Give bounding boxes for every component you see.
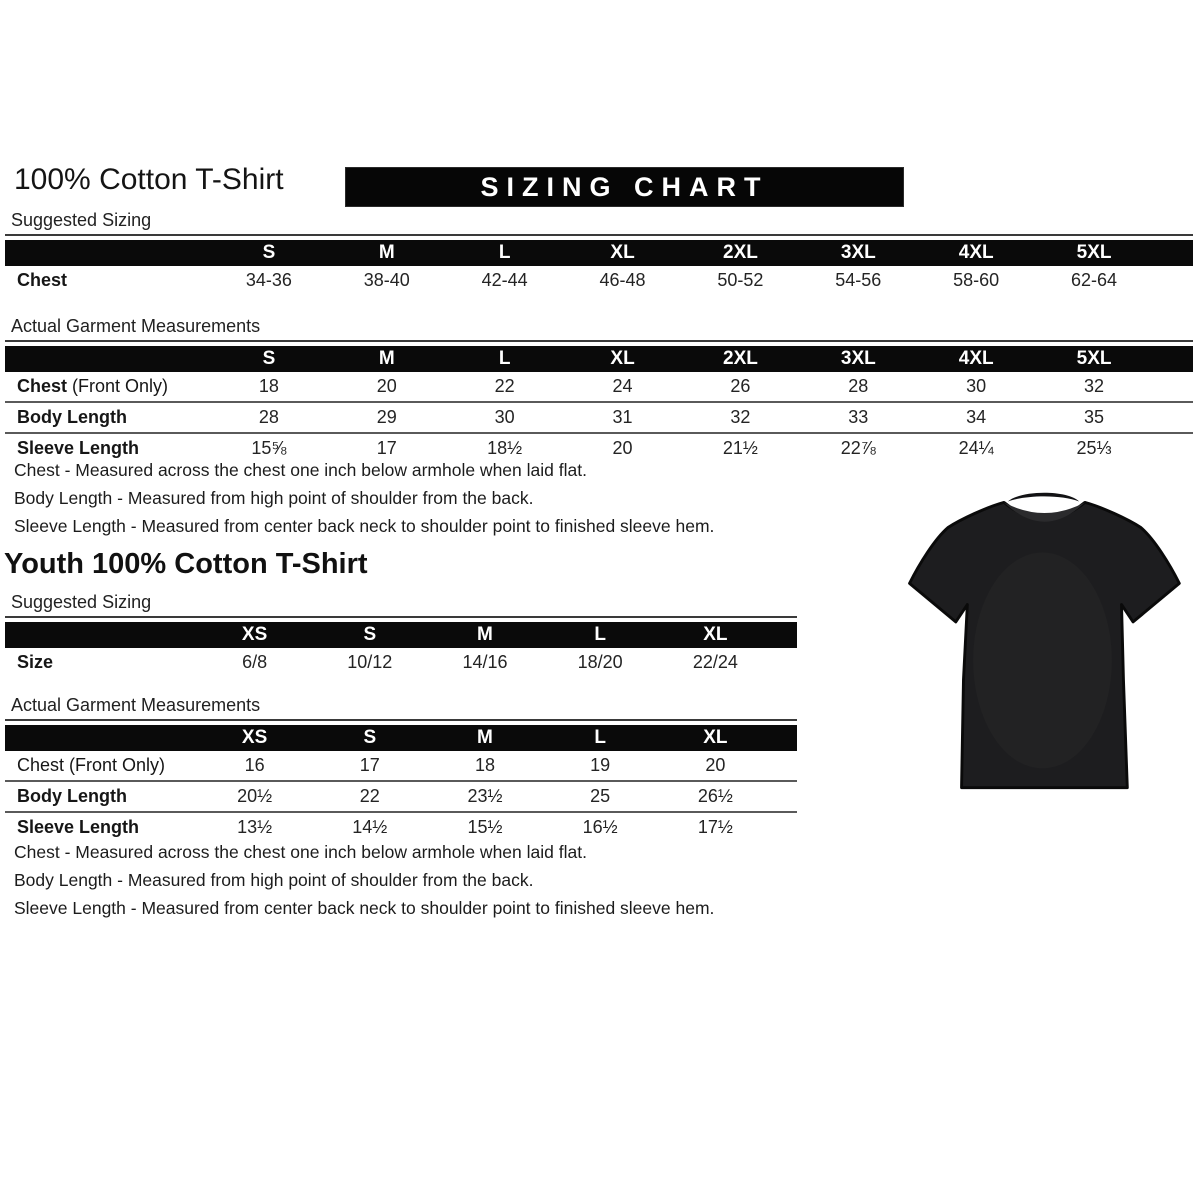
measurement-note: Body Length - Measured from high point of shoulder from the back.: [14, 870, 534, 890]
measurement-row: [5, 372, 1193, 402]
column-header-m: M: [427, 622, 542, 648]
row-label: Body Length: [17, 407, 127, 427]
measurement-note: Chest - Measured across the chest one inch below armhole when laid flat.: [14, 460, 587, 480]
measurement-value: 20½: [237, 786, 273, 806]
measurement-value: 33: [848, 407, 869, 427]
section-label: Actual Garment Measurements: [5, 316, 1193, 342]
measurement-value: 54-56: [835, 270, 882, 290]
measurement-note: Sleeve Length - Measured from center back neck to shoulder point to finished sleeve hem.: [14, 898, 715, 918]
measurement-value: 28: [848, 376, 869, 396]
column-header-xs: XS: [197, 622, 312, 648]
row-label-column-header: [5, 240, 210, 266]
row-label: Chest: [17, 270, 68, 290]
column-header-5xl: 5XL: [1035, 346, 1153, 372]
adult-actual-measurements-table: [5, 346, 1193, 463]
column-header-l: L: [543, 725, 658, 751]
size-header-row: [5, 622, 797, 648]
measurement-value: 28: [258, 407, 279, 427]
column-header-3xl: 3XL: [799, 240, 917, 266]
tshirt-back-collar: [1008, 493, 1079, 502]
section-label: Actual Garment Measurements: [5, 695, 797, 721]
header-spacer: [773, 725, 797, 751]
measurement-value: 17½: [697, 817, 733, 837]
measurement-value: 14/16: [462, 652, 508, 672]
measurement-value: 13½: [237, 817, 273, 837]
row-label: Chest (Front Only): [17, 376, 169, 396]
measurement-value: 24¼: [958, 438, 994, 458]
section-label: Suggested Sizing: [5, 592, 797, 618]
column-header-l: L: [446, 240, 564, 266]
measurement-value: 31: [612, 407, 633, 427]
row-spacer: [773, 781, 797, 812]
measurement-note: Chest - Measured across the chest one inch below armhole when laid flat.: [14, 842, 587, 862]
column-header-m: M: [427, 725, 542, 751]
measurement-value: 6/8: [242, 652, 268, 672]
measurement-value: 20: [705, 755, 726, 775]
measurement-value: 19: [590, 755, 611, 775]
column-header-4xl: 4XL: [917, 346, 1035, 372]
measurement-value: 62-64: [1071, 270, 1118, 290]
measurement-value: 21½: [722, 438, 758, 458]
measurement-value: 15½: [467, 817, 503, 837]
sizing-chart-banner-label: SIZING CHART: [480, 171, 769, 202]
column-header-s: S: [210, 240, 328, 266]
column-header-xl: XL: [564, 346, 682, 372]
measurement-value: 17: [359, 755, 380, 775]
measurement-note: Sleeve Length - Measured from center back neck to shoulder point to finished sleeve hem.: [14, 516, 715, 536]
measurement-value: 18: [258, 376, 279, 396]
measurement-value: 20: [612, 438, 633, 458]
measurement-value: 10/12: [347, 652, 393, 672]
measurement-value: 24: [612, 376, 633, 396]
row-spacer: [773, 648, 797, 677]
column-header-2xl: 2XL: [682, 240, 800, 266]
column-header-l: L: [446, 346, 564, 372]
measurement-value: 22: [494, 376, 515, 396]
measurement-value: 34: [966, 407, 987, 427]
measurement-value: 18: [474, 755, 495, 775]
column-header-m: M: [328, 240, 446, 266]
column-header-4xl: 4XL: [917, 240, 1035, 266]
row-label-column-header: [5, 346, 210, 372]
row-spacer: [1153, 433, 1193, 463]
column-header-s: S: [210, 346, 328, 372]
adult-actual-measurements-section: [5, 316, 1193, 463]
measurement-row: [5, 266, 1193, 295]
column-header-m: M: [328, 346, 446, 372]
measurement-row: [5, 433, 1193, 463]
black-tshirt-photo: [890, 487, 1195, 805]
size-header-row: [5, 725, 797, 751]
measurement-row: [5, 648, 797, 677]
measurement-note: Body Length - Measured from high point of shoulder from the back.: [14, 488, 534, 508]
measurement-value: 35: [1084, 407, 1105, 427]
row-label-column-header: [5, 725, 197, 751]
measurement-value: 22⅞: [840, 438, 876, 458]
measurement-value: 25⅓: [1076, 438, 1112, 458]
size-header-row: [5, 346, 1193, 372]
measurement-row: [5, 812, 797, 842]
youth-actual-measurements-section: [5, 695, 797, 842]
row-label: Size: [17, 652, 54, 672]
column-header-xl: XL: [658, 725, 773, 751]
header-spacer: [773, 622, 797, 648]
measurement-value: 17: [376, 438, 397, 458]
measurement-value: 50-52: [717, 270, 764, 290]
measurement-row: [5, 751, 797, 781]
measurement-value: 18/20: [577, 652, 623, 672]
measurement-value: 15⅝: [251, 438, 287, 458]
measurement-value: 32: [1084, 376, 1105, 396]
measurement-value: 14½: [352, 817, 388, 837]
row-label: Sleeve Length: [17, 817, 140, 837]
adult-suggested-sizing-table: [5, 240, 1193, 295]
measurement-value: 42-44: [481, 270, 528, 290]
header-spacer: [1153, 240, 1193, 266]
measurement-value: 22/24: [692, 652, 738, 672]
row-spacer: [1153, 266, 1193, 295]
measurement-value: 16½: [582, 817, 618, 837]
measurement-value: 32: [730, 407, 751, 427]
row-spacer: [1153, 402, 1193, 433]
column-header-s: S: [312, 725, 427, 751]
youth-suggested-sizing-section: [5, 592, 797, 677]
column-header-2xl: 2XL: [682, 346, 800, 372]
measurement-value: 22: [359, 786, 380, 806]
column-header-xs: XS: [197, 725, 312, 751]
column-header-xl: XL: [564, 240, 682, 266]
measurement-value: 38-40: [363, 270, 410, 290]
header-spacer: [1153, 346, 1193, 372]
size-header-row: [5, 240, 1193, 266]
measurement-value: 26: [730, 376, 751, 396]
measurement-value: 20: [376, 376, 397, 396]
column-header-3xl: 3XL: [799, 346, 917, 372]
row-label: Body Length: [17, 786, 127, 806]
measurement-value: 30: [966, 376, 987, 396]
youth-actual-measurements-table: [5, 725, 797, 842]
measurement-value: 23½: [467, 786, 503, 806]
row-label: Chest (Front Only): [17, 755, 166, 775]
column-header-xl: XL: [658, 622, 773, 648]
measurement-value: 30: [494, 407, 515, 427]
row-spacer: [773, 751, 797, 781]
page-title: 100% Cotton T-Shirt: [14, 163, 284, 196]
measurement-value: 58-60: [953, 270, 1000, 290]
adult-measurement-notes: [14, 460, 714, 544]
measurement-row: [5, 781, 797, 812]
row-spacer: [773, 812, 797, 842]
measurement-value: 18½: [487, 438, 523, 458]
measurement-value: 34-36: [245, 270, 292, 290]
youth-measurement-notes: [14, 842, 714, 926]
measurement-value: 26½: [697, 786, 733, 806]
column-header-5xl: 5XL: [1035, 240, 1153, 266]
row-label: Sleeve Length: [17, 438, 140, 458]
measurement-value: 29: [376, 407, 397, 427]
row-label-column-header: [5, 622, 197, 648]
section-label: Suggested Sizing: [5, 210, 1193, 236]
adult-suggested-sizing-section: [5, 210, 1193, 295]
measurement-value: 16: [244, 755, 265, 775]
youth-section-title: Youth 100% Cotton T-Shirt: [4, 548, 368, 580]
youth-suggested-sizing-table: [5, 622, 797, 677]
measurement-row: [5, 402, 1193, 433]
tshirt-highlight: [973, 553, 1112, 769]
measurement-value: 25: [590, 786, 611, 806]
column-header-l: L: [543, 622, 658, 648]
row-spacer: [1153, 372, 1193, 402]
column-header-s: S: [312, 622, 427, 648]
measurement-value: 46-48: [599, 270, 646, 290]
sizing-chart-banner: [346, 168, 903, 206]
